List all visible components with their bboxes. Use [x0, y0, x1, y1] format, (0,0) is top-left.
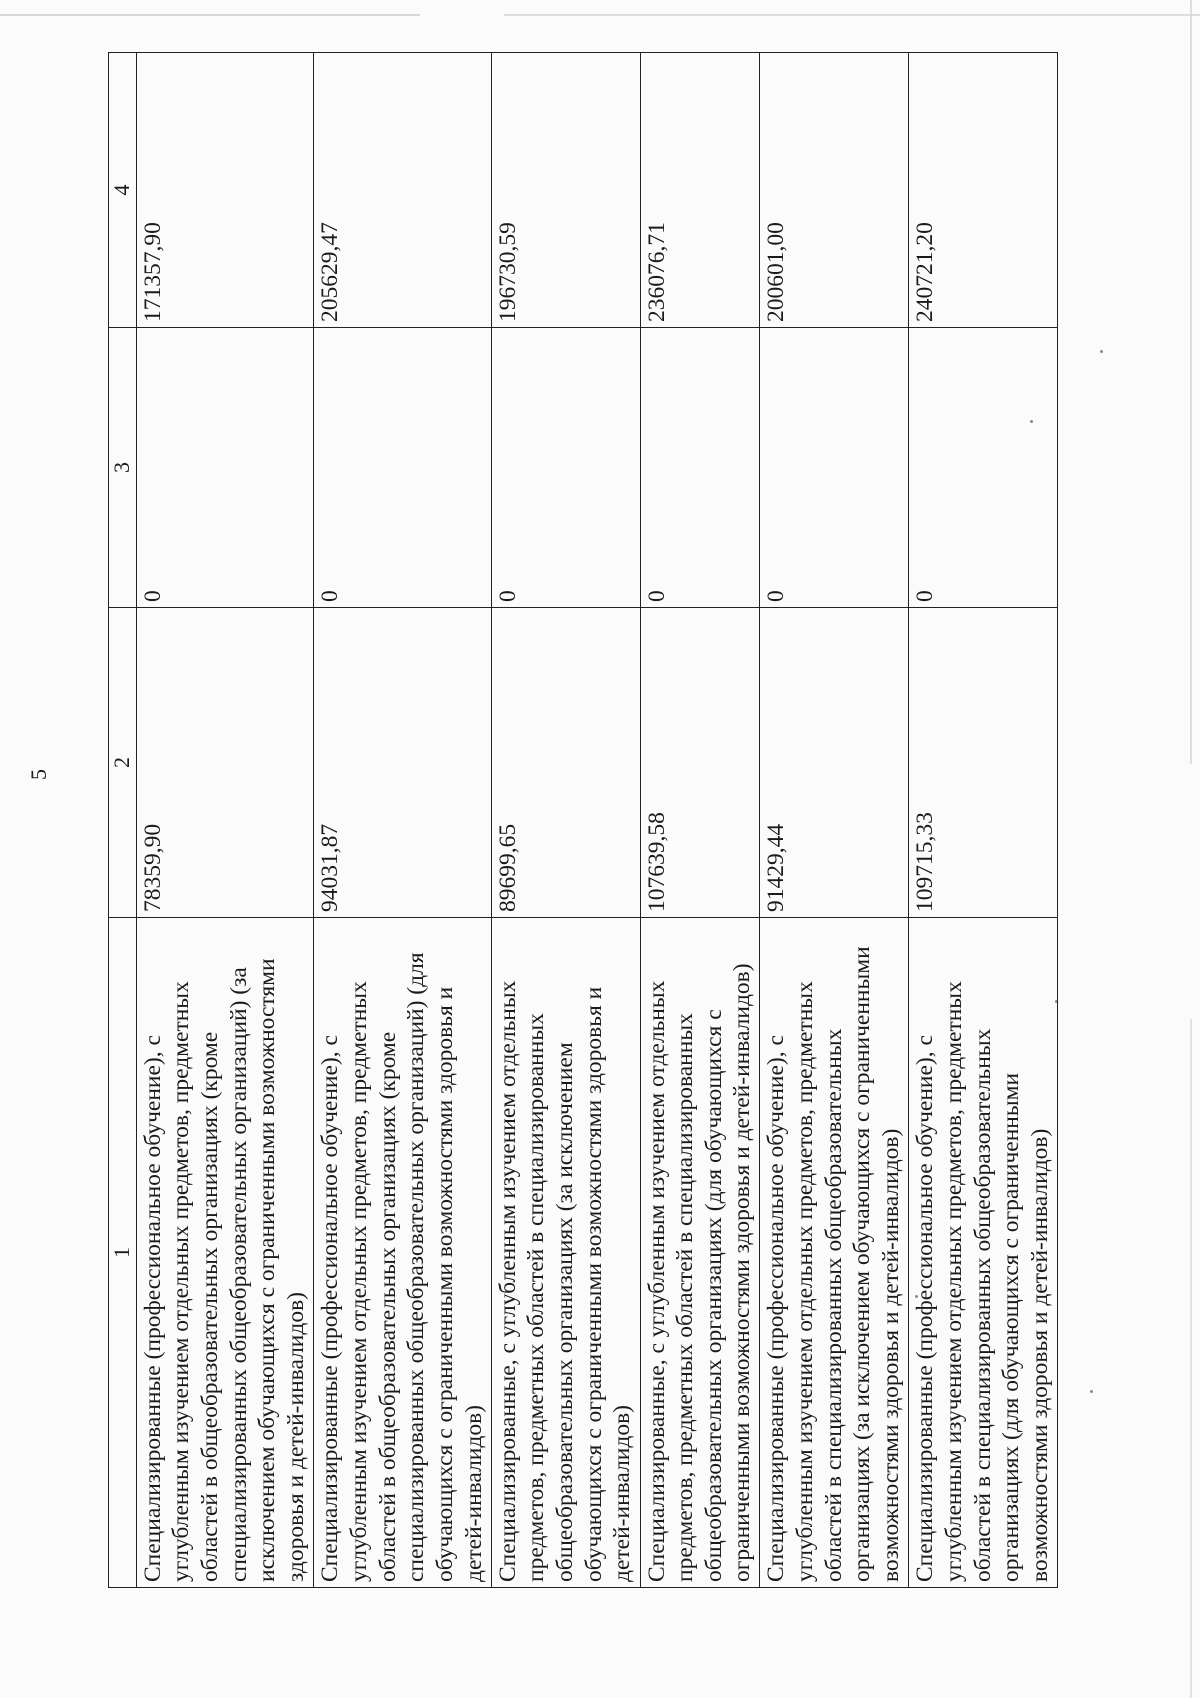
row-description: Специализированные (профессиональное обучение), с углубленным изучением отдельных предметов, предметных областей в общеобразовательных организациях (кроме специализированных общеобразовательных организаций) (для обучающихся с ограниченными возможностями здоровья и детей-инвалидов)	[314, 918, 491, 1588]
table-row	[314, 53, 491, 1588]
cell-col3: 0	[136, 328, 313, 608]
cell-col4: 200601,00	[760, 53, 909, 328]
table-row	[909, 53, 1058, 1588]
page-number: 5	[26, 769, 51, 780]
row-description: Специализированные (профессиональное обучение), с углубленным изучением отдельных предметов, предметных областей в общеобразовательных организациях (кроме специализированных общеобразовательных организаций) (за исключением обучающихся с ограниченными возможностями здоровья и детей-инвалидов)	[136, 918, 313, 1588]
row-description: Специализированные (профессиональное обучение), с углубленным изучением отдельных предметов, предметных областей в специализированных общеобразовательных организациях (за исключением обучающихся с ограниченными возможностями здоровья и детей-инвалидов)	[760, 918, 909, 1588]
scan-edge-right	[1190, 0, 1192, 1698]
column-header: 1	[109, 918, 137, 1588]
scan-speck	[1090, 1390, 1093, 1393]
row-description: Специализированные (профессиональное обучение), с углубленным изучением отдельных предметов, предметных областей в специализированных общеобразовательных организациях (для обучающихся с ограниченными возможностями здоровья и детей-инвалидов)	[909, 918, 1058, 1588]
row-description: Специализированные, с углубленным изучением отдельных предметов, предметных областей в специализированных общеобразовательных организациях (за исключением обучающихся с ограниченными возможностями здоровья и детей-инвалидов)	[491, 918, 640, 1588]
tariff-table	[108, 52, 1058, 1588]
cell-col4: 196730,59	[491, 53, 640, 328]
cell-col3: 0	[491, 328, 640, 608]
table-row	[640, 53, 760, 1588]
cell-col4: 205629,47	[314, 53, 491, 328]
table-row	[136, 53, 313, 1588]
table-row	[760, 53, 909, 1588]
cell-col3: 0	[640, 328, 760, 608]
cell-col2: 109715,33	[909, 608, 1058, 918]
table-header-row	[109, 53, 137, 1588]
column-header: 4	[109, 53, 137, 328]
cell-col3: 0	[760, 328, 909, 608]
cell-col4: 240721,20	[909, 53, 1058, 328]
cell-col4: 171357,90	[136, 53, 313, 328]
cell-col2: 78359,90	[136, 608, 313, 918]
scan-speck	[1100, 350, 1103, 353]
cell-col2: 107639,58	[640, 608, 760, 918]
table-row	[491, 53, 640, 1588]
rotated-table-container	[108, 53, 1058, 1588]
cell-col2: 91429,44	[760, 608, 909, 918]
cell-col2: 94031,87	[314, 608, 491, 918]
scan-edge-top	[0, 14, 1200, 16]
column-header: 2	[109, 608, 137, 918]
cell-col2: 89699,65	[491, 608, 640, 918]
row-description: Специализированные, с углубленным изучением отдельных предметов, предметных областей в специализированных общеобразовательных организациях (для обучающихся с ограниченными возможностями здоровья и детей-инвалидов)	[640, 918, 760, 1588]
cell-col4: 236076,71	[640, 53, 760, 328]
column-header: 3	[109, 328, 137, 608]
cell-col3: 0	[314, 328, 491, 608]
cell-col3: 0	[909, 328, 1058, 608]
